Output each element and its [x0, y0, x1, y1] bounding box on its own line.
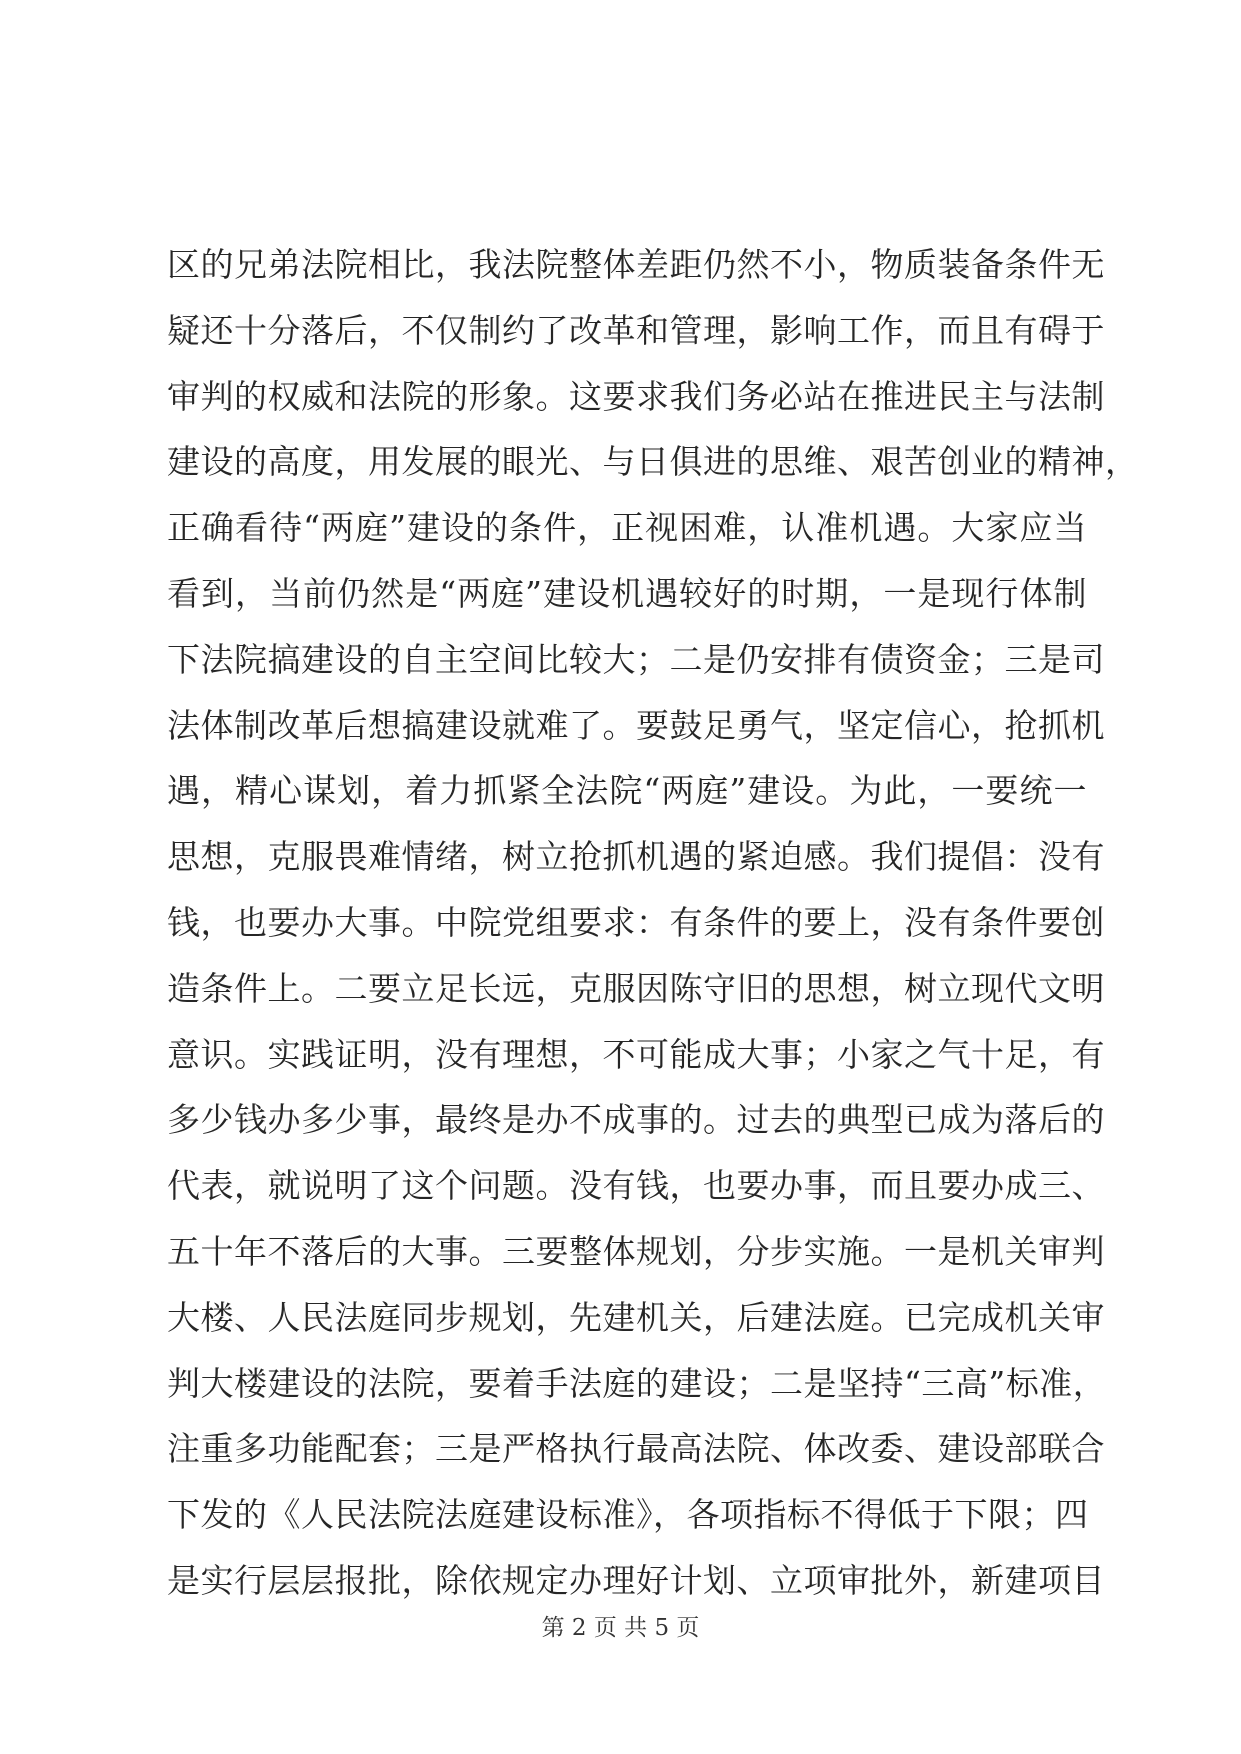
text-line: 下发的《人民法院法庭建设标准》，各项指标不得低于下限；四 — [167, 1495, 1089, 1535]
text-line: 多少钱办多少事，最终是办不成事的。过去的典型已成为落后的 — [167, 1100, 1105, 1140]
text-line: 判大楼建设的法院，要着手法庭的建设；二是坚持“三高”标准， — [167, 1363, 1107, 1403]
text-line: 代表，就说明了这个问题。没有钱，也要办事，而且要办成三、 — [167, 1166, 1105, 1206]
text-line: 审判的权威和法院的形象。这要求我们务必站在推进民主与法制 — [167, 376, 1105, 416]
text-line: 看到，当前仍然是“两庭”建设机遇较好的时期，一是现行体制 — [167, 573, 1087, 613]
text-line: 注重多功能配套；三是严格执行最高法院、体改委、建设部联合 — [167, 1429, 1105, 1469]
text-line: 遇，精心谋划，着力抓紧全法院“两庭”建设。为此，一要统一 — [167, 771, 1087, 811]
text-line: 钱，也要办大事。中院党组要求：有条件的要上，没有条件要创 — [167, 902, 1105, 942]
body-text — [167, 232, 1139, 1614]
page-footer: 第 2 页 共 5 页 — [541, 1615, 700, 1641]
text-line: 意识。实践证明，没有理想，不可能成大事；小家之气十足，有 — [167, 1034, 1105, 1074]
text-line: 五十年不落后的大事。三要整体规划，分步实施。一是机关审判 — [167, 1231, 1105, 1271]
text-line: 正确看待“两庭”建设的条件，正视困难，认准机遇。大家应当 — [167, 508, 1087, 548]
text-line: 区的兄弟法院相比，我法院整体差距仍然不小，物质装备条件无 — [167, 245, 1105, 284]
text-line: 法体制改革后想搞建设就难了。要鼓足勇气，坚定信心，抢抓机 — [167, 705, 1105, 745]
text-line: 大楼、人民法庭同步规划，先建机关，后建法庭。已完成机关审 — [167, 1297, 1105, 1337]
text-line: 造条件上。二要立足长远，克服因陈守旧的思想，树立现代文明 — [167, 968, 1105, 1008]
text-line: 思想，克服畏难情绪，树立抢抓机遇的紧迫感。我们提倡：没有 — [167, 837, 1105, 877]
text-line: 建设的高度，用发展的眼光、与日俱进的思维、艰苦创业的精神， — [167, 442, 1139, 482]
text-line: 疑还十分落后，不仅制约了改革和管理，影响工作，而且有碍于 — [167, 310, 1105, 350]
text-line: 下法院搞建设的自主空间比较大；二是仍安排有债资金；三是司 — [167, 639, 1105, 679]
text-line: 是实行层层报批，除依规定办理好计划、立项审批外，新建项目 — [167, 1560, 1105, 1600]
